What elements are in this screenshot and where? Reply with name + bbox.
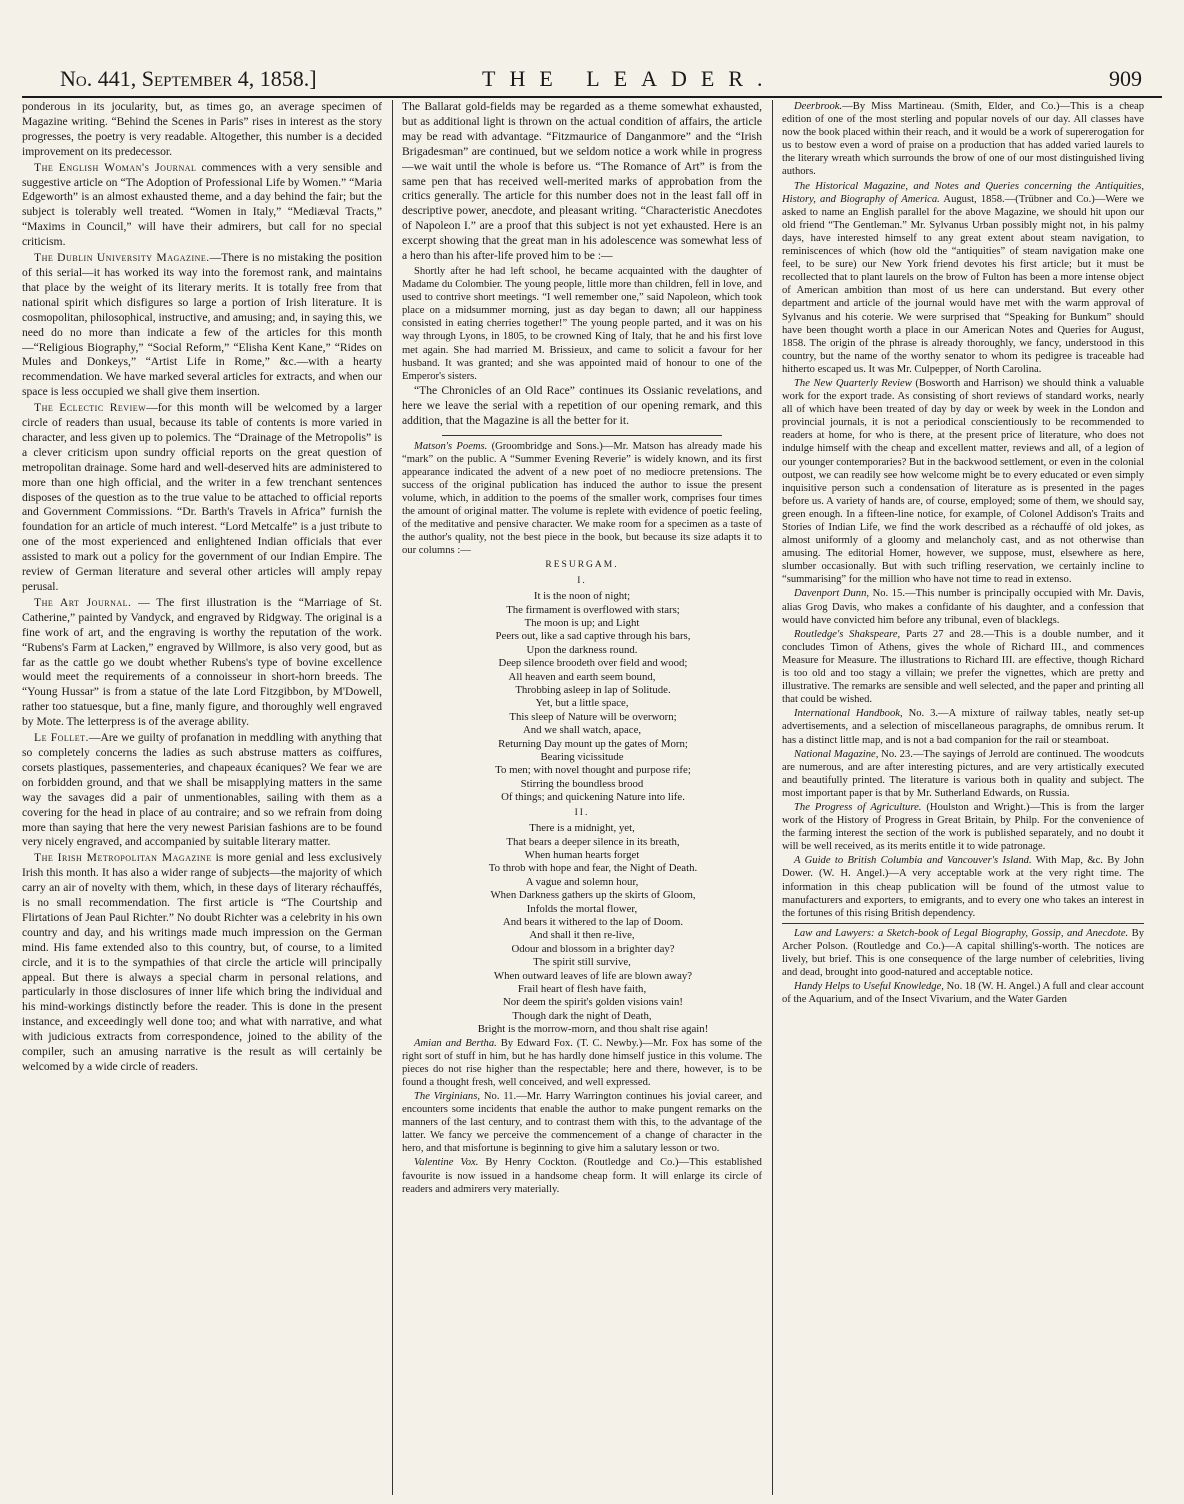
stanza-number: II. xyxy=(574,807,590,818)
article-heading: The Eclectic Review xyxy=(34,401,147,415)
review-paragraph: Handy Helps to Useful Knowledge, No. 18 (W. H. Angel.) A full and clear account of the Aquarium, and of the Insect Vivarium, and the Water Garden xyxy=(782,981,1144,1006)
section-divider xyxy=(442,435,722,436)
article-paragraph: The English Woman's Journal commences with a very sensible and suggestive article on “The Adoption of Professional Life by Women.” “Maria Edgeworth” is an almost exhausted theme, and a day behind the fair; but the subject is tolerably well treated. “Women in Italy,” “Mediæval Tracts,” “Maxims in Council,” will have their admirers, but call for no special criticism. xyxy=(22,160,382,249)
review-paragraph: Matson's Poems. (Groombridge and Sons.)—Mr. Matson has already made his “mark” on the public. A “Summer Evening Reverie” is widely known, and its first appearance indicated the advent of a new poet of no mediocre pretensions. The success of the original publication has induced the author to issue the present volume, which, in addition to the poems of the smaller work, comprises four times the amount of original matter. The volume is replete with evidence of poetic feeling, of the meditative and pensive character. We make room for a specimen as a taste of the author's quality, not the best piece in the book, but because its size adapts it to our columns :— xyxy=(402,440,762,557)
stanza-number: I. xyxy=(577,575,587,586)
review-paragraph: Deerbrook.—By Miss Martineau. (Smith, Elder, and Co.)—This is a cheap edition of one of the most sterling and popular novels of our day. All classes have now the book placed within their reach, and it would be a work of supererogation for us to bestow even a word of praise on a production that has added varied laurels to the literary wreath which surrounds the brow of one of our most distinguished living authors. xyxy=(782,101,1144,178)
review-heading: National Magazine, xyxy=(794,748,879,760)
review-paragraph: Routledge's Shakspeare, Parts 27 and 28.—This is a double number, and it concludes Timon of Athens, gives the whole of Richard III., and commences Measure for Measure. The illustrations to Richard III. are effective, though Richard is too old and too stagy a villain; we prefer the vignettes, which are pretty and illustrative. The remarks are sensible and well selected, and the paper and printing all that could be wished. xyxy=(782,628,1144,706)
article-paragraph: The Art Journal. — The first illustration is the “Marriage of St. Catherine,” painted by Vandyck, and engraved by Ridgway. The original is a fine work of art, and the engraving is worthy the reputation of the work. “Rubens's Farm at Lacken,” engraved by Willmore, is also very good, but as far as the cattle go we doubt whether Rubens's type of bovine excellence would meet the requirements of a connoisseur in short-horn breeds. The “Young Hussar” is from a statue of the late Lord Fitzgibbon, by M'Dowell, rather too statuesque, but a fine, manly figure, and thoroughly well engraved by Mote. The letterpress is of the average ability. xyxy=(22,595,382,729)
poem-line: This sleep of Nature will be overworn; xyxy=(509,710,677,723)
review-heading: Amian and Bertha. xyxy=(414,1037,497,1049)
section-divider xyxy=(782,923,1144,924)
masthead xyxy=(22,60,1162,98)
poem-line: Nor deem the spirit's golden visions vain! xyxy=(502,996,684,1009)
article-paragraph: The Irish Metropolitan Magazine is more genial and less exclusively Irish this month. It has also a wider range of subjects—the majority of which carry an air of novelty with them, which, in these days of literary réchauffés, is no small recommendation. The first article is “The Courtship and Flirtations of Jean Paul Richter.” No doubt Richter was a celebrity in his own country and day, and his writings made much impression on the German mind. His fame extended also to this country, but, of course, to a limited circle, and it is to the sympathies of that circle the article will principally appeal. But there is always a special charm in personal relations, and particularly in those disclosures of inner life which bring the individual and his mind-workings distinctly before the reader. This is done in the present instance, and exceedingly well done too; and what with narrative, and what with judicious extracts from correspondence, joined to the ability of the compiler, such an amusing narrative is the result as will certainly be welcomed by a wide circle of readers. xyxy=(22,851,382,1073)
poem-line: Bearing vicissitude xyxy=(540,751,624,764)
poem-line: Returning Day mount up the gates of Morn; xyxy=(498,737,688,750)
review-paragraph: The Historical Magazine, and Notes and Queries concerning the Antiquities, History, and Biography of America. August, 1858.—(Trübner and Co.)—Were we asked to name an English parallel for the above Magazine, we should hit upon our old friend “The Gentleman.” Mr. Sylvanus Urban possibly might not, in his palmy days, have interested himself to any great extent about steam navigation, to reminiscences of which (how old the “antiquities” of steam navigation make one feel, to be sure) our New York friend devotes his first article; but it must be recollected that to plant laurels on the brow of Fulton has been a more intense object of American ambition than most of us here can understand. But every other department and article of the journal would have met with the warm approval of Sylvanus and his coterie. We were surprised that “Speaking for Bunkum” should have been thought worth a place in our American Notes and Queries for August, 1858. The origin of the phrase is already thoroughly, we fancy, understood in this country, but the name of the worthy senator to whom its pedigree is traceable had hitherto escaped us. It was Mr. Culpepper, of North Carolina. xyxy=(782,180,1144,375)
review-paragraph: Law and Lawyers: a Sketch-book of Legal Biography, Gossip, and Anecdote. By Archer Polson. (Routledge and Co.)—A capital shilling's-worth. The notices are lively, but brief. This is one consequence of the large number of celebrities, living and dead, brought into good-natured and acceptable notice. xyxy=(782,927,1144,979)
review-paragraph: Amian and Bertha. By Edward Fox. (T. C. Newby.)—Mr. Fox has some of the right sort of stuff in him, but he has hardly done himself justice in this volume. The pieces do not rise higher than the respectable; here and there, however, is to be found a thought fresh, well conceived, and well expressed. xyxy=(402,1037,762,1088)
review-paragraph: National Magazine, No. 23.—The sayings of Jerrold are continued. The woodcuts are numerous, and are after interesting pictures, and are very artistically executed and beautifully printed. The literature is various both in quality and subject. The most important paper is that by Mr. Sutherland Edwards, on Russia. xyxy=(782,748,1144,799)
poem-line: Stirring the boundless brood xyxy=(520,777,644,790)
article-heading: The Irish Metropolitan Magazine xyxy=(34,851,212,865)
poem-line: There is a midnight, yet, xyxy=(529,822,635,835)
column-middle xyxy=(402,100,762,1495)
poem-line: Upon the darkness round. xyxy=(526,643,638,656)
poem-line: To throb with hope and fear, the Night of Death. xyxy=(488,862,698,875)
review-paragraph: The Virginians, No. 11.—Mr. Harry Warrington continues his jovial career, and encounters some incidents that enable the author to make pungent remarks on the manners of the last century, and to contrast them with this, to the advantage of the latter. We fancy we perceive the commencement of a change of character in the hero, and that misfortune is beginning to give him a salutary lesson or two. xyxy=(402,1090,762,1155)
review-heading: Deerbrook. xyxy=(794,101,843,112)
column-rule xyxy=(772,100,773,1495)
review-heading: A Guide to British Columbia and Vancouver's Island. xyxy=(794,855,1032,867)
article-paragraph: ponderous in its jocularity, but, as times go, an average specimen of Magazine writing. “Behind the Scenes in Paris” rises in interest as the story progresses, the poetry is very readable. Altogether, this number is a decided improvement on its predecessor. xyxy=(22,100,382,158)
poem-line: When human hearts forget xyxy=(524,848,640,861)
review-heading: The Progress of Agriculture. xyxy=(794,801,922,813)
article-paragraph: The Ballarat gold-fields may be regarded as a theme somewhat exhausted, but as additional light is thrown on the actual condition of affairs, the article may be read with advantage. “Fitzmaurice of Danganmore” and the “Irish Brigadesman” are continued, but we seldom notice a work while in progress—we wait until the whole is before us. “The Romance of Art” is from the same pen that has received well-merited marks of approbation from the critics generally. The article for this number does not in the least fall off in descriptive power, anecdote, and pleasant writing. “Characteristic Anecdotes of Napoleon I.” are a proof that this subject is not yet exhausted. Here is an excerpt showing that the great man in his adolescence was somewhat less of a hero than his after-life proved him to be :— xyxy=(402,100,762,263)
newspaper-title: THE LEADER. xyxy=(482,66,777,91)
quoted-excerpt: Shortly after he had left school, he became acquainted with the daughter of Madame du Colombier. The young people, little more than children, fell in love, and used to contrive short meetings. “I well remember one,” said Napoleon, which took place on a midsummer morning, just as day began to dawn; all our happiness consisted in eating cherries together!” The young people parted, and it was on his way through Lyons, in 1805, to be crowned King of Italy, that he and his first love met again. She had married M. Brissieux, and came to solicit a favour for her husband. It was granted; and she was appointed maid of honour to one of the Emperor's sisters. xyxy=(402,265,762,382)
article-paragraph: “The Chronicles of an Old Race” continues its Ossianic revelations, and here we leave the serial with a repetition of our opening remark, and this addition, that the Magazine is all the better for it. xyxy=(402,383,762,427)
review-paragraph: The New Quarterly Review (Bosworth and Harrison) we should think a valuable work for the export trade. As consisting of short reviews of standard works, nearly all of which have been treated of day by day or week by week in the London and provincial journals, it is not a periodical conscientiously to be recommended to readers at home, for who is there, at the present price of literature, who does not indulge himself with the cheap and excellent matter, reviews and all, of a legion of our younger contemporaries? But in the backwood settlement, or even in the colonial outpost, we can readily see how welcome might be to every educated or even simply inquisitive person such a condensation of literature as is presented in the pages before us. A variety of hands are, of course, employed; some of them, we should say, green enough. In a fifteen-line notice, for example, of Colonel Addison's Traits and Stories of Indian Life, we find the work described as a réchauffé of old jokes, as almost uniformly of a gloomy and melancholy cast, and as not otherwise than amusing. The editorial Homer, however, we suppose, must, elsewhere as here, slumber occasionally. But with such trifling reservation, we certainly incline to “summarising” for the million who have not time to read in extenso. xyxy=(782,377,1144,586)
poem-line: And shall it then re-live, xyxy=(529,929,635,942)
poem-line: Deep silence broodeth over field and wood; xyxy=(498,657,688,670)
page-number: 909 xyxy=(1109,66,1142,91)
article-heading: The Dublin University Magazine. xyxy=(34,251,210,265)
article-paragraph: Le Follet.—Are we guilty of profanation in meddling with anything that so completely concerns the ladies as such abstruse matters as coiffures, corsets plastiques, passementeries, and chapeaux écaniques? We fear we are on forbidden ground, and that we shall be misapplying matters in the same way the savages did a pair of unmentionables, sailing with them as a covering for the head in place of au contraire; and so we refrain from doing more than saying that here the very newest Parisian fashions are to be found very nicely engraved, and accompanied by suitable literary matter. xyxy=(22,731,382,849)
poem-line: Bright is the morrow-morn, and thou shalt rise again! xyxy=(477,1023,709,1036)
review-heading: The Historical Magazine, and Notes and Queries concerning the Antiquities, History, and Biography of America. xyxy=(782,180,1144,205)
column-right xyxy=(782,100,1144,1495)
poem-line: And bears it withered to the lap of Doom. xyxy=(502,915,684,928)
review-heading: Matson's Poems. xyxy=(414,440,488,452)
poem-line: The firmament is overflowed with stars; xyxy=(506,603,680,616)
poem-line: That bears a deeper silence in its breath, xyxy=(506,835,680,848)
article-heading: Le Follet. xyxy=(34,731,89,745)
review-paragraph: Davenport Dunn, No. 15.—This number is principally occupied with Mr. Davis, alias Grog Davis, who makes a confidante of his daughter, and a confession that would have convicted him before any tribunal, even of blacklegs. xyxy=(782,588,1144,626)
poem-title: RESURGAM. xyxy=(545,560,619,571)
poem-line: The moon is up; and Light xyxy=(524,617,640,629)
stanza xyxy=(402,822,762,1037)
review-paragraph: International Handbook, No. 3.—A mixture of railway tables, neatly set-up advertisements, and a selection of miscellaneous paragraphs, de omnibus rerum. It has a distinct little map, and is not a bad companion for the rail or steamboat. xyxy=(782,708,1144,746)
review-paragraph: Valentine Vox. By Henry Cockton. (Routledge and Co.)—This established favourite is now issued in a handsome cheap form. It will enlarge its circle of readers and admirers very materially. xyxy=(402,1157,762,1195)
poem-line: The spirit still survive, xyxy=(533,956,631,969)
poem-line: When Darkness gathers up the skirts of Gloom, xyxy=(490,889,696,902)
poem-line: Though dark the night of Death, xyxy=(512,1009,652,1022)
review-heading: The New Quarterly Review xyxy=(794,377,912,389)
issue-date: No. 441, September 4, 1858.] xyxy=(60,66,317,91)
review-heading: The Virginians, xyxy=(414,1090,480,1102)
review-paragraph: The Progress of Agriculture. (Houlston and Wright.)—This is from the larger work of the History of Progress in Great Britain, by Philp. For the convenience of the farming interest the section of the work is published separately, and no doubt it will be well received, as its merits entitle it to wide patronage. xyxy=(782,801,1144,853)
poem-line: To men; with novel thought and purpose rife; xyxy=(495,764,691,777)
poem-line: Peers out, like a sad captive through his bars, xyxy=(495,630,691,643)
poem-line: Frail heart of flesh have faith, xyxy=(517,982,647,995)
review-heading: Davenport Dunn, xyxy=(794,588,870,600)
column-left xyxy=(22,100,382,1495)
poem-line: When outward leaves of life are blown away? xyxy=(493,969,693,982)
poem-line: Odour and blossom in a brighter day? xyxy=(511,942,675,955)
poem xyxy=(402,559,762,1036)
review-heading: Law and Lawyers: a Sketch-book of Legal Biography, Gossip, and Anecdote. xyxy=(794,927,1129,939)
article-paragraph: The Dublin University Magazine.—There is no mistaking the position of this serial—it has worked its way into the foremost rank, and maintains that place by the weight of its literary merits. It is totally free from that national spirit which disfigures so large a portion of Irish literature. It is cosmopolitan, philosophical, instructive, and amusing; and, in saying this, we need do no more than indicate a few of the articles for this month—“Religious Biography,” “Social Reform,” “Elisha Kent Kane,” “Rides on Mules and Donkeys,” “Artist Life in Rome,” &c.—with a hearty recommendation. We have marked several articles for extracts, and when our space is less occupied we shall give them insertion. xyxy=(22,251,382,399)
review-heading: Routledge's Shakspeare, xyxy=(794,628,901,640)
poem-line: And we shall watch, apace, xyxy=(522,724,642,737)
column-rule xyxy=(392,100,393,1495)
stanza xyxy=(402,590,762,805)
review-heading: International Handbook, xyxy=(794,708,903,720)
poem-line: All heaven and earth seem bound, xyxy=(508,670,656,683)
review-heading: Valentine Vox. xyxy=(414,1157,479,1169)
article-paragraph: The Eclectic Review—for this month will be welcomed by a larger circle of readers than usual, because its table of contents is more varied in character, and less given up to polemics. The “Drainage of the Metropolis” is a clever criticism upon sundry official reports on the great question of metropolitan drainage. Some hard and well-deserved hits are administered to more than one high official, and the writer in a few trenchant sentences disposes of the question as to the true value to be attached to official reports and Government Commissions. “Dr. Barth's Travels in Africa” furnish the foundation for an article of much interest. “Lord Metcalfe” is a just tribute to one of the most experienced and enlightened Indian officials that ever assisted to mark out a policy for the government of our Indian Empire. The review of German literature and several other articles will amply repay perusal. xyxy=(22,401,382,593)
poem-line: Infolds the mortal flower, xyxy=(526,902,638,915)
poem-line: Yet, but a little space, xyxy=(535,697,629,710)
poem-line: It is the noon of night; xyxy=(533,590,631,603)
review-paragraph: A Guide to British Columbia and Vancouver's Island. With Map, &c. By John Dower. (W. H. Angel.)—A very acceptable work at the very right time. The information in this cheap publication will be found of the utmost value to manufacturers and exporters, to emigrants, and to every one who takes an interest in the fortunes of this rising British dependency. xyxy=(782,855,1144,919)
poem-line: Throbbing asleep in lap of Solitude. xyxy=(515,684,671,697)
poem-line: Of things; and quickening Nature into life. xyxy=(501,791,685,804)
review-heading: Handy Helps to Useful Knowledge, xyxy=(794,981,944,993)
poem-line: A vague and solemn hour, xyxy=(525,875,639,888)
article-heading: The Art Journal. xyxy=(34,595,132,609)
article-heading: The English Woman's Journal xyxy=(34,160,197,174)
